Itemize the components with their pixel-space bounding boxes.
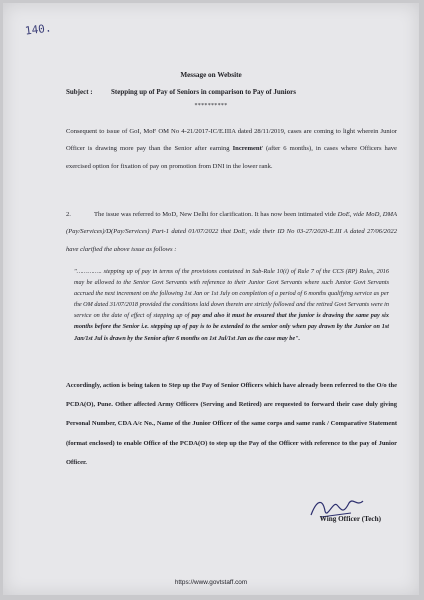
subject-text: Stepping up of Pay of Seniors in comparison to Pay of Juniors (111, 88, 296, 96)
paragraph-2-italic: DoE, vide MoD, DMA (Pay/Services)/D(Pay/Services) Part-1 dated 01/07/2022 that DoE, vide their ID No 03-27/2020-E.III A dated 27/06/2022 have clarified the above issue as follows : (66, 211, 397, 253)
paragraph-1-text: Consequent to issue of GoI, MoF OM No 4-21/2017-IC/E.IIIA dated 28/11/2019, cases are coming to light wherein Junior Officer is drawing more pay than the Senior after earning (66, 128, 397, 153)
paragraph-1-text-end: ' (after 6 months), in cases where Officers have exercised option for fixation of pay on promotion from DNI in the lower rank. (66, 145, 397, 170)
document-title: Message on Website (180, 71, 242, 79)
quote-text: "………….. stepping up of pay in terms of the provisions contained in Sub-Rule 10(i) of Rule 7 of the CCS (RP) Rules, 2016 may be allowed to the Senior Govt Servants with reference to their Junior Govt Servants where such Junior Govt Servants accrued the next increment on the following 1st Jan or 1st July on completion of a period of 6 months qualifying service as per the OM dated 31/07/2018 provided the conditions laid down therein are strictly followed and the retired Govt Servants were in service on the date of effect of stepping up of (74, 268, 389, 320)
separator-stars: ********** (194, 103, 228, 109)
paragraph-3: Accordingly, action is being taken to Step up the Pay of Senior Officers which have already been referred to the O/o the PCDA(O), Pune. Other affected Army Officers (Serving and Retired) are requested to forward their case duly giving Personal Number, CDA A/c No., Name of the Junior Officer of the same corps and same rank / Comparative Statement (format enclosed) to enable Office of the PCDA(O) to step up the Pay of the Officer with reference to the pay of Junior Officer. (66, 382, 397, 466)
quote-bold-text: pay and also it must be ensured that the junior is drawing the same pay six months before the Senior i.e. stepping up of pay is to be extended to the senior only when pay drawn by the Junior on 1st Jan/1st Jul is drawn by the Senior after 6 months on 1st Jul/1st Jan as the case may be". (74, 312, 389, 342)
paragraph-2-text: The issue was referred to MoD, New Delhi for clarification. It has now been intimated vide (94, 211, 338, 218)
subject-line (66, 88, 296, 96)
paragraph-2 (66, 206, 397, 258)
paragraph-2-number: 2. (66, 211, 71, 218)
subject-label: Subject : (66, 88, 93, 96)
paragraph-1 (66, 123, 397, 175)
increment-word: Increment (232, 145, 262, 153)
signature-block: Wing Officer (Tech) (319, 515, 381, 523)
handwritten-page-number: 140. (24, 21, 53, 38)
footer-url[interactable]: https://www.govtstaff.com (174, 579, 248, 586)
quoted-clarification (74, 266, 389, 344)
document-page (3, 3, 419, 595)
